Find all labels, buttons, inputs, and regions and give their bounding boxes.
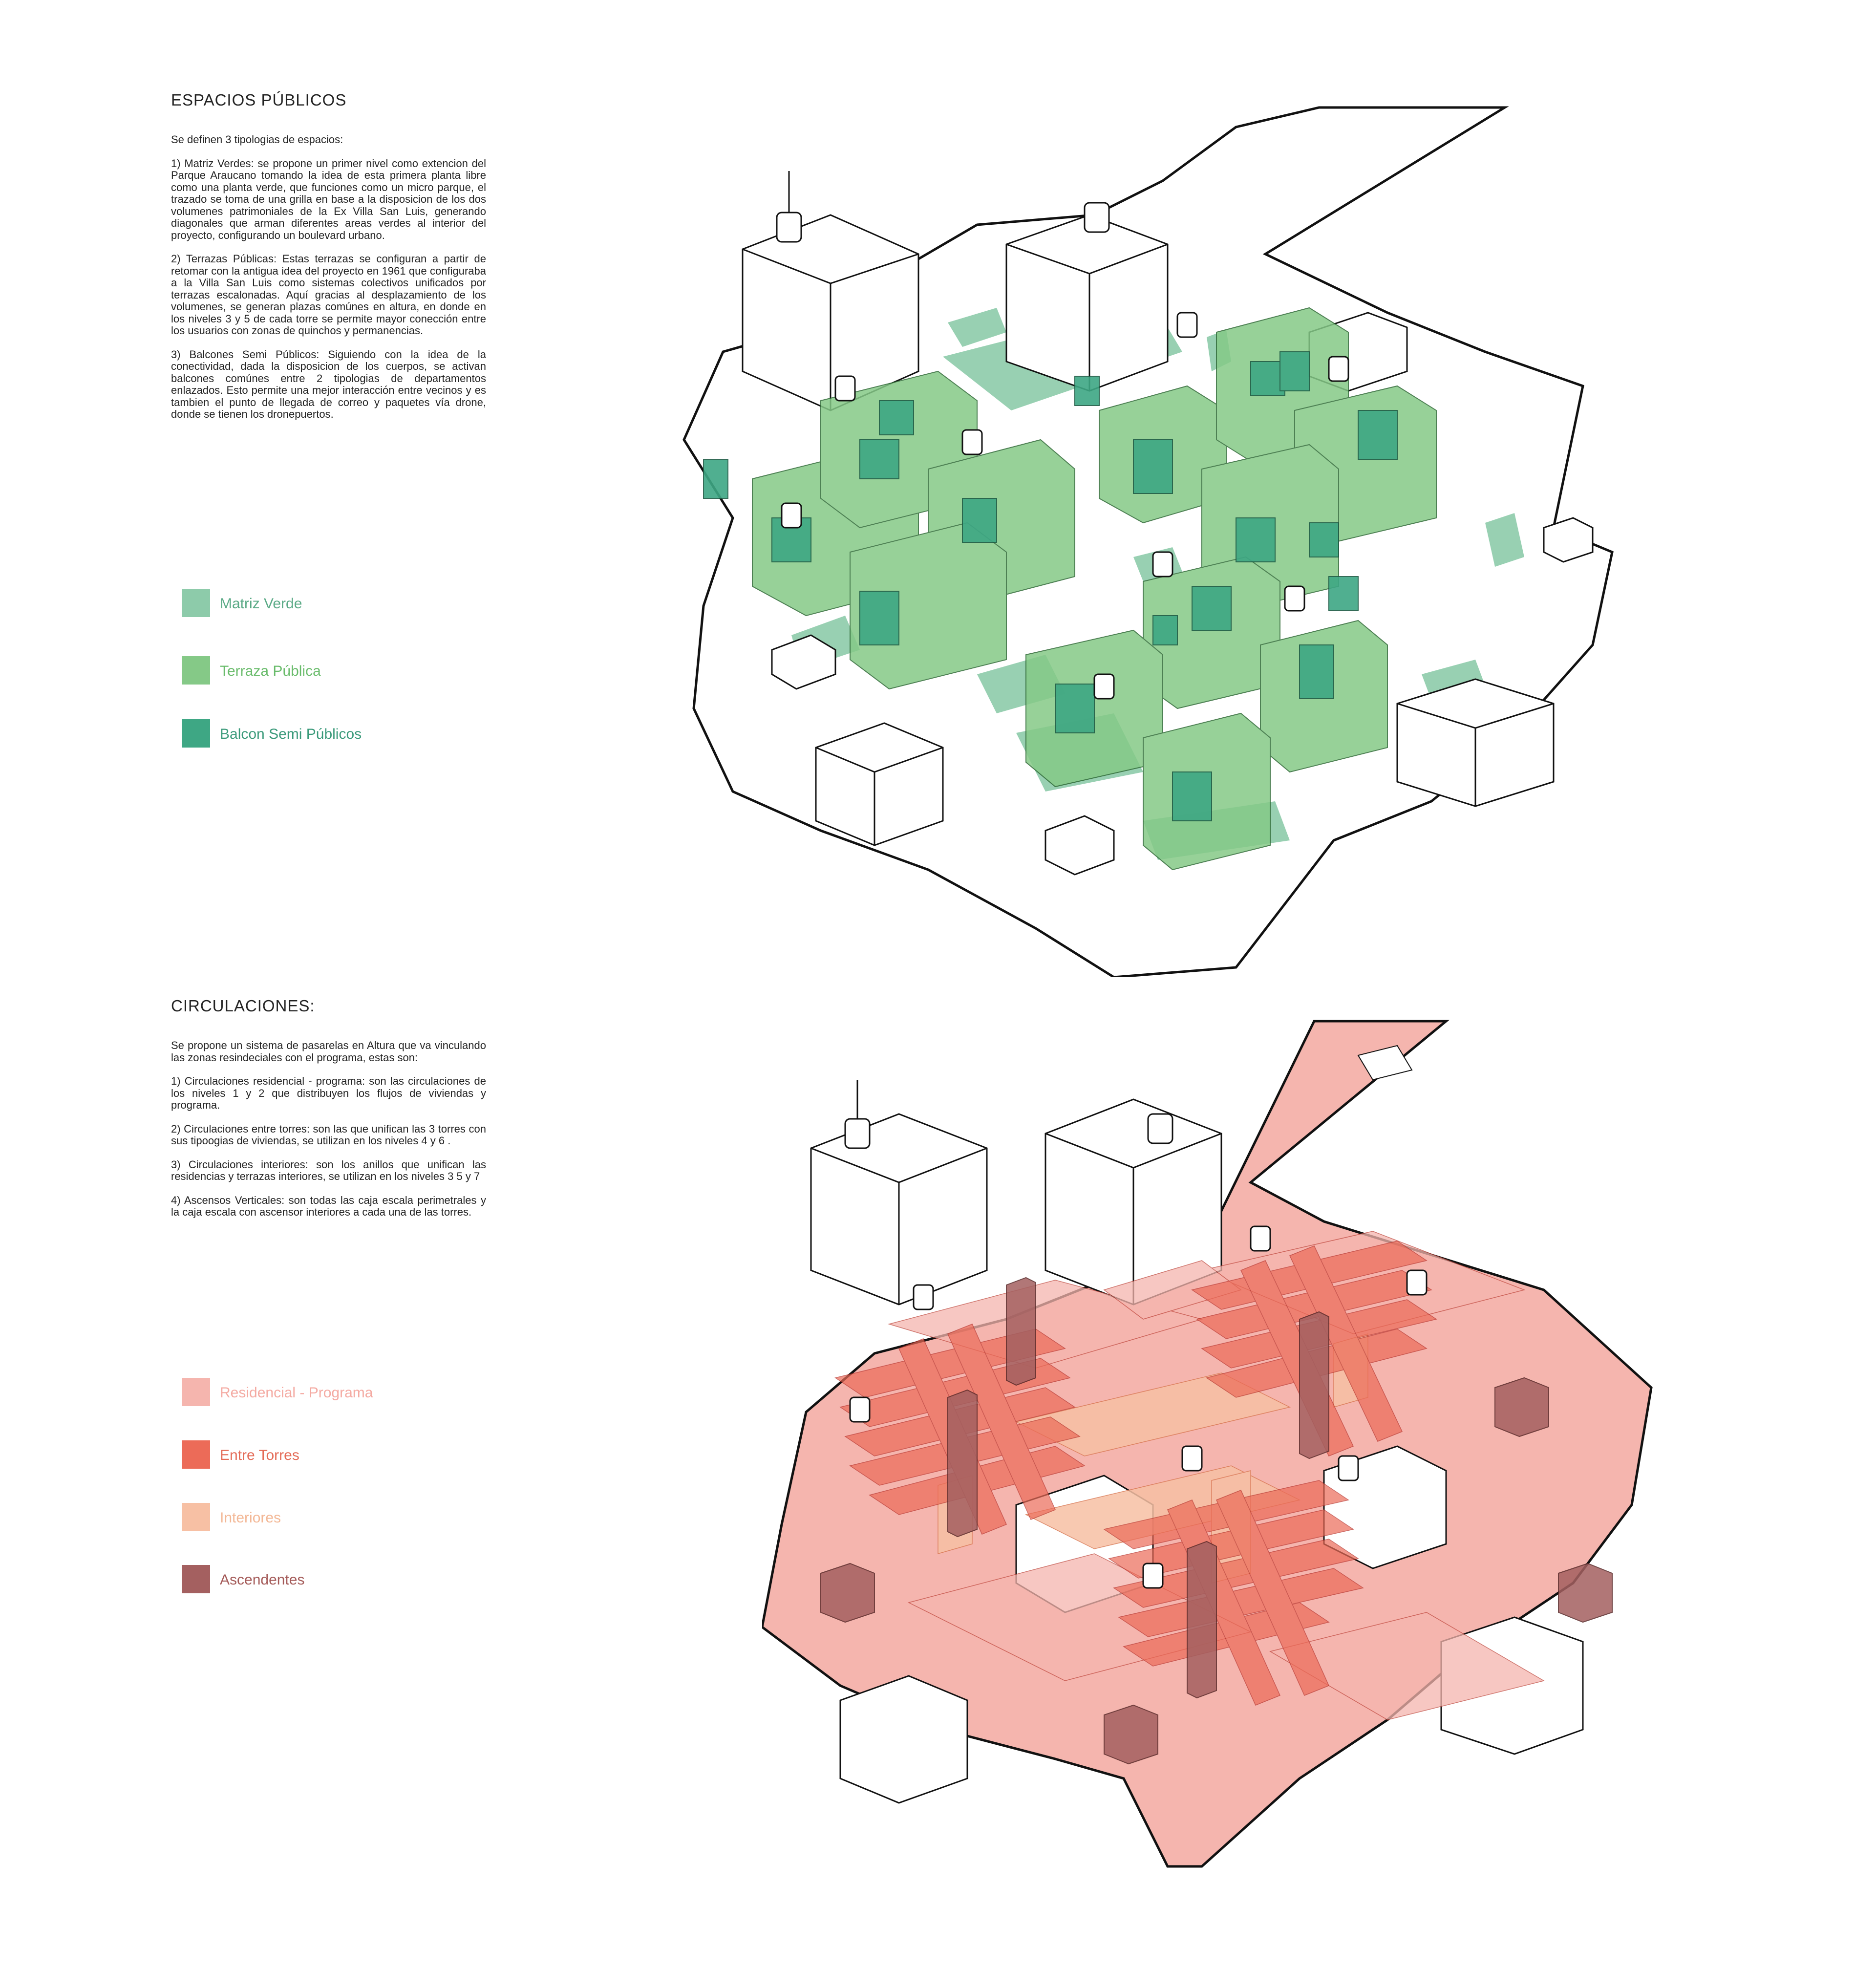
espacios-intro: Se definen 3 tipologias de espacios:	[171, 133, 343, 146]
drone-port-icon	[835, 376, 855, 401]
legend-item-interiores	[182, 1503, 475, 1534]
stair-core-east	[1300, 1312, 1329, 1458]
legend-label-interiores: Interiores	[220, 1510, 281, 1526]
drone-port-icon	[777, 171, 801, 242]
drone-port-icon	[1177, 313, 1197, 337]
legend-label-ascendentes: Ascendentes	[220, 1572, 305, 1588]
circulaciones-interiores-paragraph: 3) Circulaciones interiores: son los anillos que unifican las residencias y terrazas interiores, se utilizan en los niveles 3 5 y 7	[171, 1158, 486, 1182]
espacios-balcones-paragraph: 3) Balcones Semi Públicos: Siguiendo con la idea de la conectividad, dada la disposicion de los cuerpos, se activan balcones comúnes entre 2 tipologias de departamentos enlazados. Esto permite una mejor interacción entre vecinos y es tambien el punto de llegada de correo y paquetes vía drone, donde se tienen los dronepuertos.	[171, 348, 486, 420]
circulaciones-title: CIRCULACIONES:	[171, 997, 315, 1015]
legend-swatch-interiores	[182, 1503, 210, 1531]
espacios-title: ESPACIOS PÚBLICOS	[171, 91, 347, 109]
legend-item-matriz-verde	[182, 589, 475, 620]
legend-swatch-balcon-semi-publicos	[182, 719, 210, 748]
drone-port-icon	[1407, 1270, 1427, 1295]
drone-port-icon	[1251, 1226, 1270, 1251]
legend-swatch-matriz-verde	[182, 589, 210, 617]
drone-port-icon	[782, 503, 801, 528]
legend-item-balcon-semi-publicos	[182, 719, 475, 750]
legend-label-terraza-publica: Terraza Pública	[220, 663, 321, 679]
stair-box-southeast	[1558, 1563, 1612, 1622]
tower-block-center	[1006, 215, 1168, 391]
legend-label-balcon-semi-publicos: Balcon Semi Públicos	[220, 726, 362, 742]
legend-label-entre-torres: Entre Torres	[220, 1447, 299, 1463]
espacios-publicos-axonometric	[674, 98, 1817, 977]
legend-swatch-residencial-programa	[182, 1378, 210, 1406]
circulaciones-ascensos-paragraph: 4) Ascensos Verticales: son todas las caja escala perimetrales y la caja escala con ascensor interiores a cada una de las torres.	[171, 1194, 486, 1218]
drone-port-icon	[1148, 1114, 1172, 1143]
espacios-text-block	[171, 91, 486, 432]
legend-label-matriz-verde: Matriz Verde	[220, 596, 302, 612]
espacios-terrazas-paragraph: 2) Terrazas Públicas: Estas terrazas se configuran a partir de retomar con la antigua idea del proyecto en 1961 que configuraba a la Villa San Luis como sistemas colectivos unificados por terrazas escalonadas. Aquí gracias al desplazamiento de los volumenes, se generan plazas comúnes en altura, en donde en los niveles 3 y 5 de cada torre se permite mayor conección entre los usuarios con zonas de quinchos y permanencias.	[171, 253, 486, 337]
legend-label-residencial-programa: Residencial - Programa	[220, 1385, 373, 1401]
drone-port-icon	[1182, 1446, 1202, 1471]
drone-port-icon	[1339, 1456, 1358, 1480]
drone-port-icon	[914, 1285, 933, 1309]
drone-port-icon	[1329, 357, 1348, 381]
stair-core-north	[1006, 1278, 1036, 1385]
drone-port-icon	[1143, 1563, 1163, 1588]
block-south	[816, 723, 943, 845]
drone-port-icon	[1285, 586, 1304, 611]
legend-swatch-entre-torres	[182, 1440, 210, 1469]
block-ne-small	[1544, 518, 1593, 562]
circulaciones-text-block	[171, 997, 486, 1230]
legend-item-terraza-publica	[182, 656, 475, 687]
legend-swatch-ascendentes	[182, 1565, 210, 1593]
legend-item-residencial-programa	[182, 1378, 475, 1409]
stair-box-west	[821, 1563, 874, 1622]
legend-item-entre-torres	[182, 1440, 475, 1472]
block-sw	[840, 1676, 967, 1803]
drone-port-icon	[850, 1397, 870, 1422]
drone-port-icon	[845, 1080, 870, 1148]
drone-port-icon	[1094, 674, 1114, 699]
stair-core-center	[1187, 1542, 1216, 1698]
legend-item-ascendentes	[182, 1565, 475, 1596]
stair-box-south	[1104, 1705, 1158, 1764]
circulaciones-residencial-paragraph: 1) Circulaciones residencial - programa: son las circulaciones de los niveles 1 y 2 que distribuyen los flujos de viviendas y programa.	[171, 1075, 486, 1111]
espacios-matriz-verdes-paragraph: 1) Matriz Verdes: se propone un primer nivel como extencion del Parque Araucano tomando la idea de esta primera planta libre como una planta verde, que funciones como un micro parque, el trazado se toma de una grilla en base a la disposicion de los dos volumenes patrimoniales de la Ex Villa San Luis, generando diagonales que arman diferentes areas verdes al interior del proyecto, configurando un boulevard urbano.	[171, 157, 486, 241]
drone-port-icon	[1085, 203, 1109, 232]
legend-swatch-terraza-publica	[182, 656, 210, 685]
drone-port-icon	[1153, 552, 1172, 577]
stair-box-east	[1495, 1378, 1549, 1436]
drone-port-icon	[962, 430, 982, 454]
circulaciones-intro: Se propone un sistema de pasarelas en Altura que va vinculando las zonas resindeciales con el programa, estas son:	[171, 1039, 486, 1064]
circulaciones-axonometric	[762, 1016, 1769, 1915]
circulaciones-entre-torres-paragraph: 2) Circulaciones entre torres: son las que unifican las 3 torres con sus tipoogias de viviendas, se utilizan en los niveles 4 y 6 .	[171, 1122, 486, 1147]
stair-core-west	[948, 1390, 977, 1537]
